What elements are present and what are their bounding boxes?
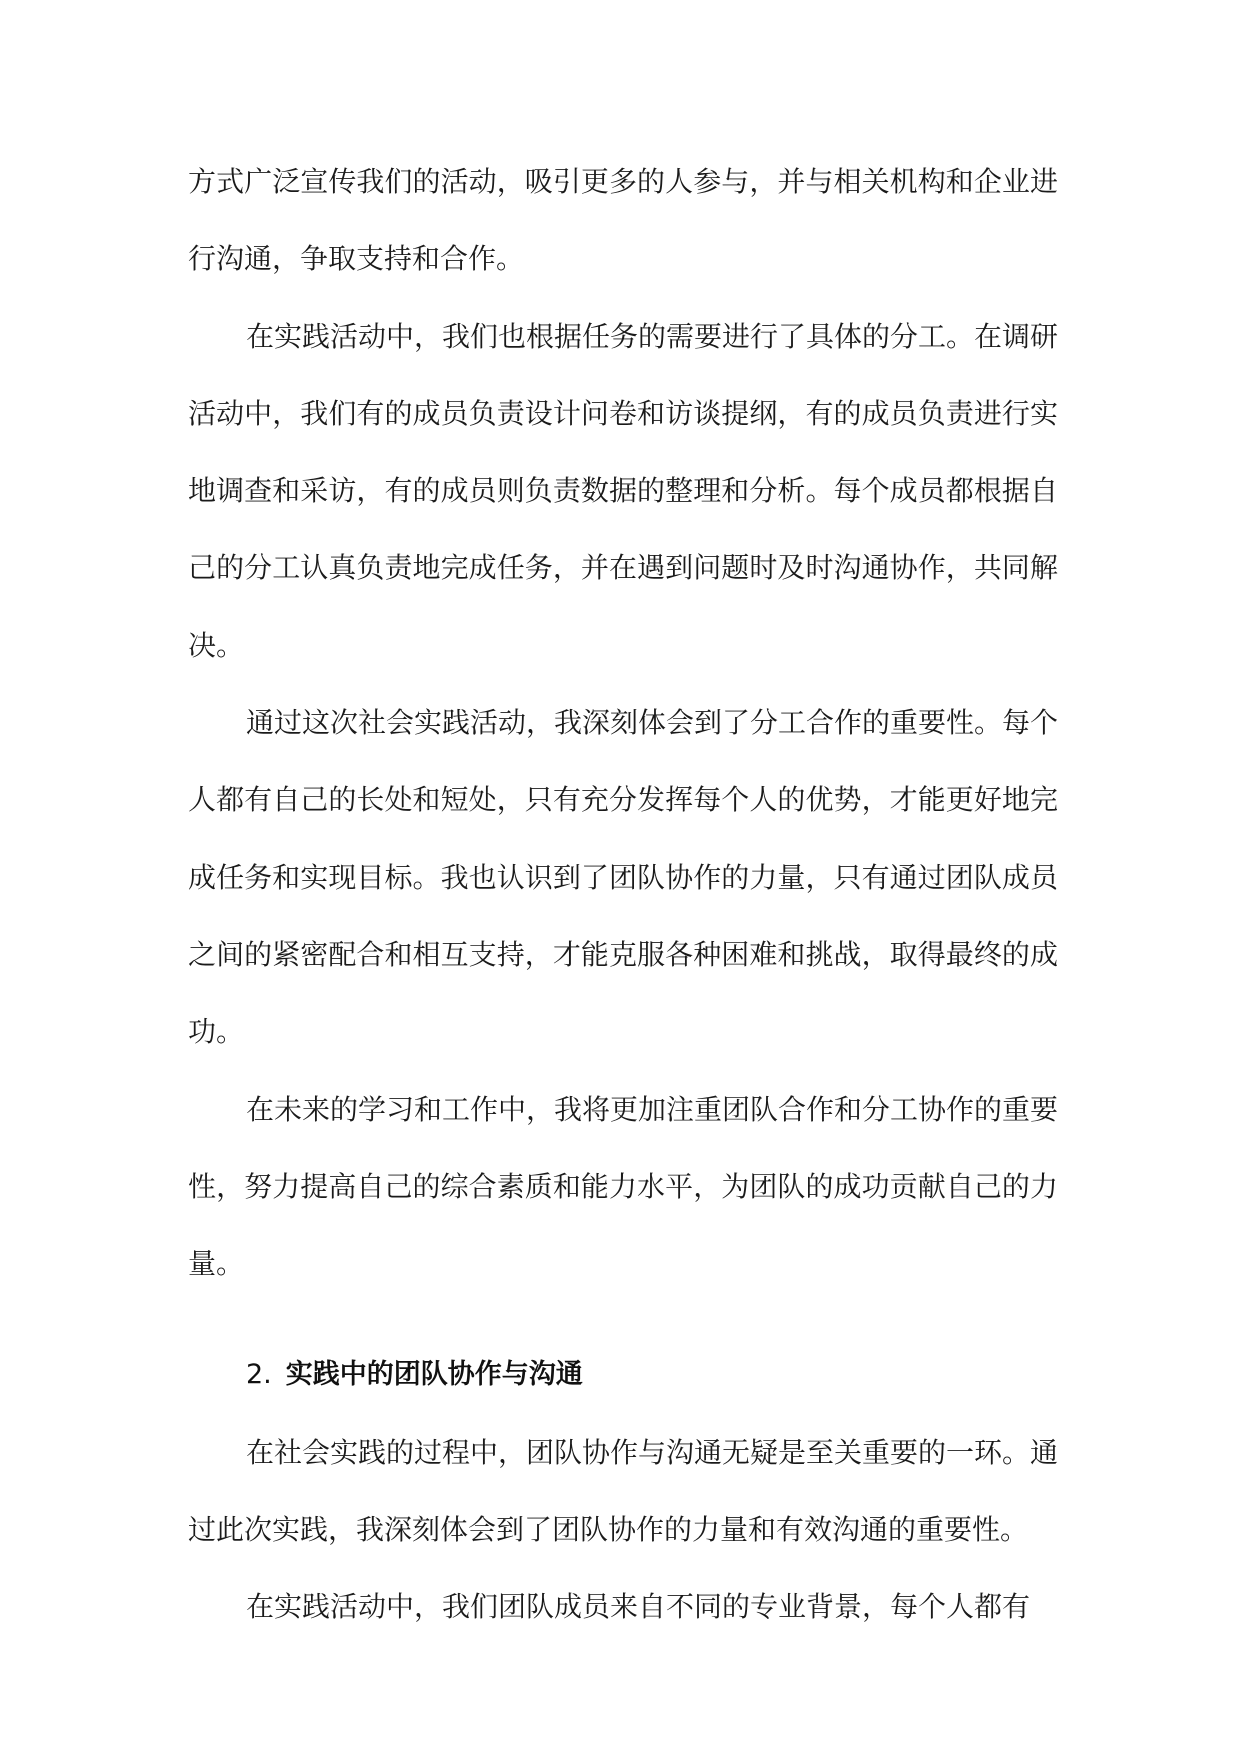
paragraph-3: 通过这次社会实践活动，我深刻体会到了分工合作的重要性。每个人都有自己的长处和短处，只有充分发挥每个人的优势，才能更好地完成任务和实现目标。我也认识到了团队协作的力量，只有通过团队成员之间的紧密配合和相互支持，才能克服各种困难和挑战，取得最终的成功。 [188, 706, 1059, 1049]
paragraph-5: 在社会实践的过程中，团队协作与沟通无疑是至关重要的一环。通过此次实践，我深刻体会到了团队协作的力量和有效沟通的重要性。 [188, 1435, 1059, 1547]
paragraph-2: 在实践活动中，我们也根据任务的需要进行了具体的分工。在调研活动中，我们有的成员负责设计问卷和访谈提纲，有的成员负责进行实地调查和采访，有的成员则负责数据的整理和分析。每个成员都根据自己的分工认真负责地完成任务，并在遇到问题时及时沟通协作，共同解决。 [188, 319, 1059, 662]
paragraph-4: 在未来的学习和工作中，我将更加注重团队合作和分工协作的重要性，努力提高自己的综合素质和能力水平，为团队的成功贡献自己的力量。 [188, 1092, 1059, 1281]
document-body [188, 143, 1058, 1646]
paragraph-1: 方式广泛宣传我们的活动，吸引更多的人参与，并与相关机构和企业进行沟通，争取支持和合作。 [188, 165, 1058, 276]
paragraph-6: 在实践活动中，我们团队成员来自不同的专业背景，每个人都有 [246, 1590, 1031, 1624]
section-heading [188, 1336, 1058, 1413]
section-title: 实践中的团队协作与沟通 [285, 1359, 583, 1391]
section-number: 2. [246, 1359, 272, 1391]
